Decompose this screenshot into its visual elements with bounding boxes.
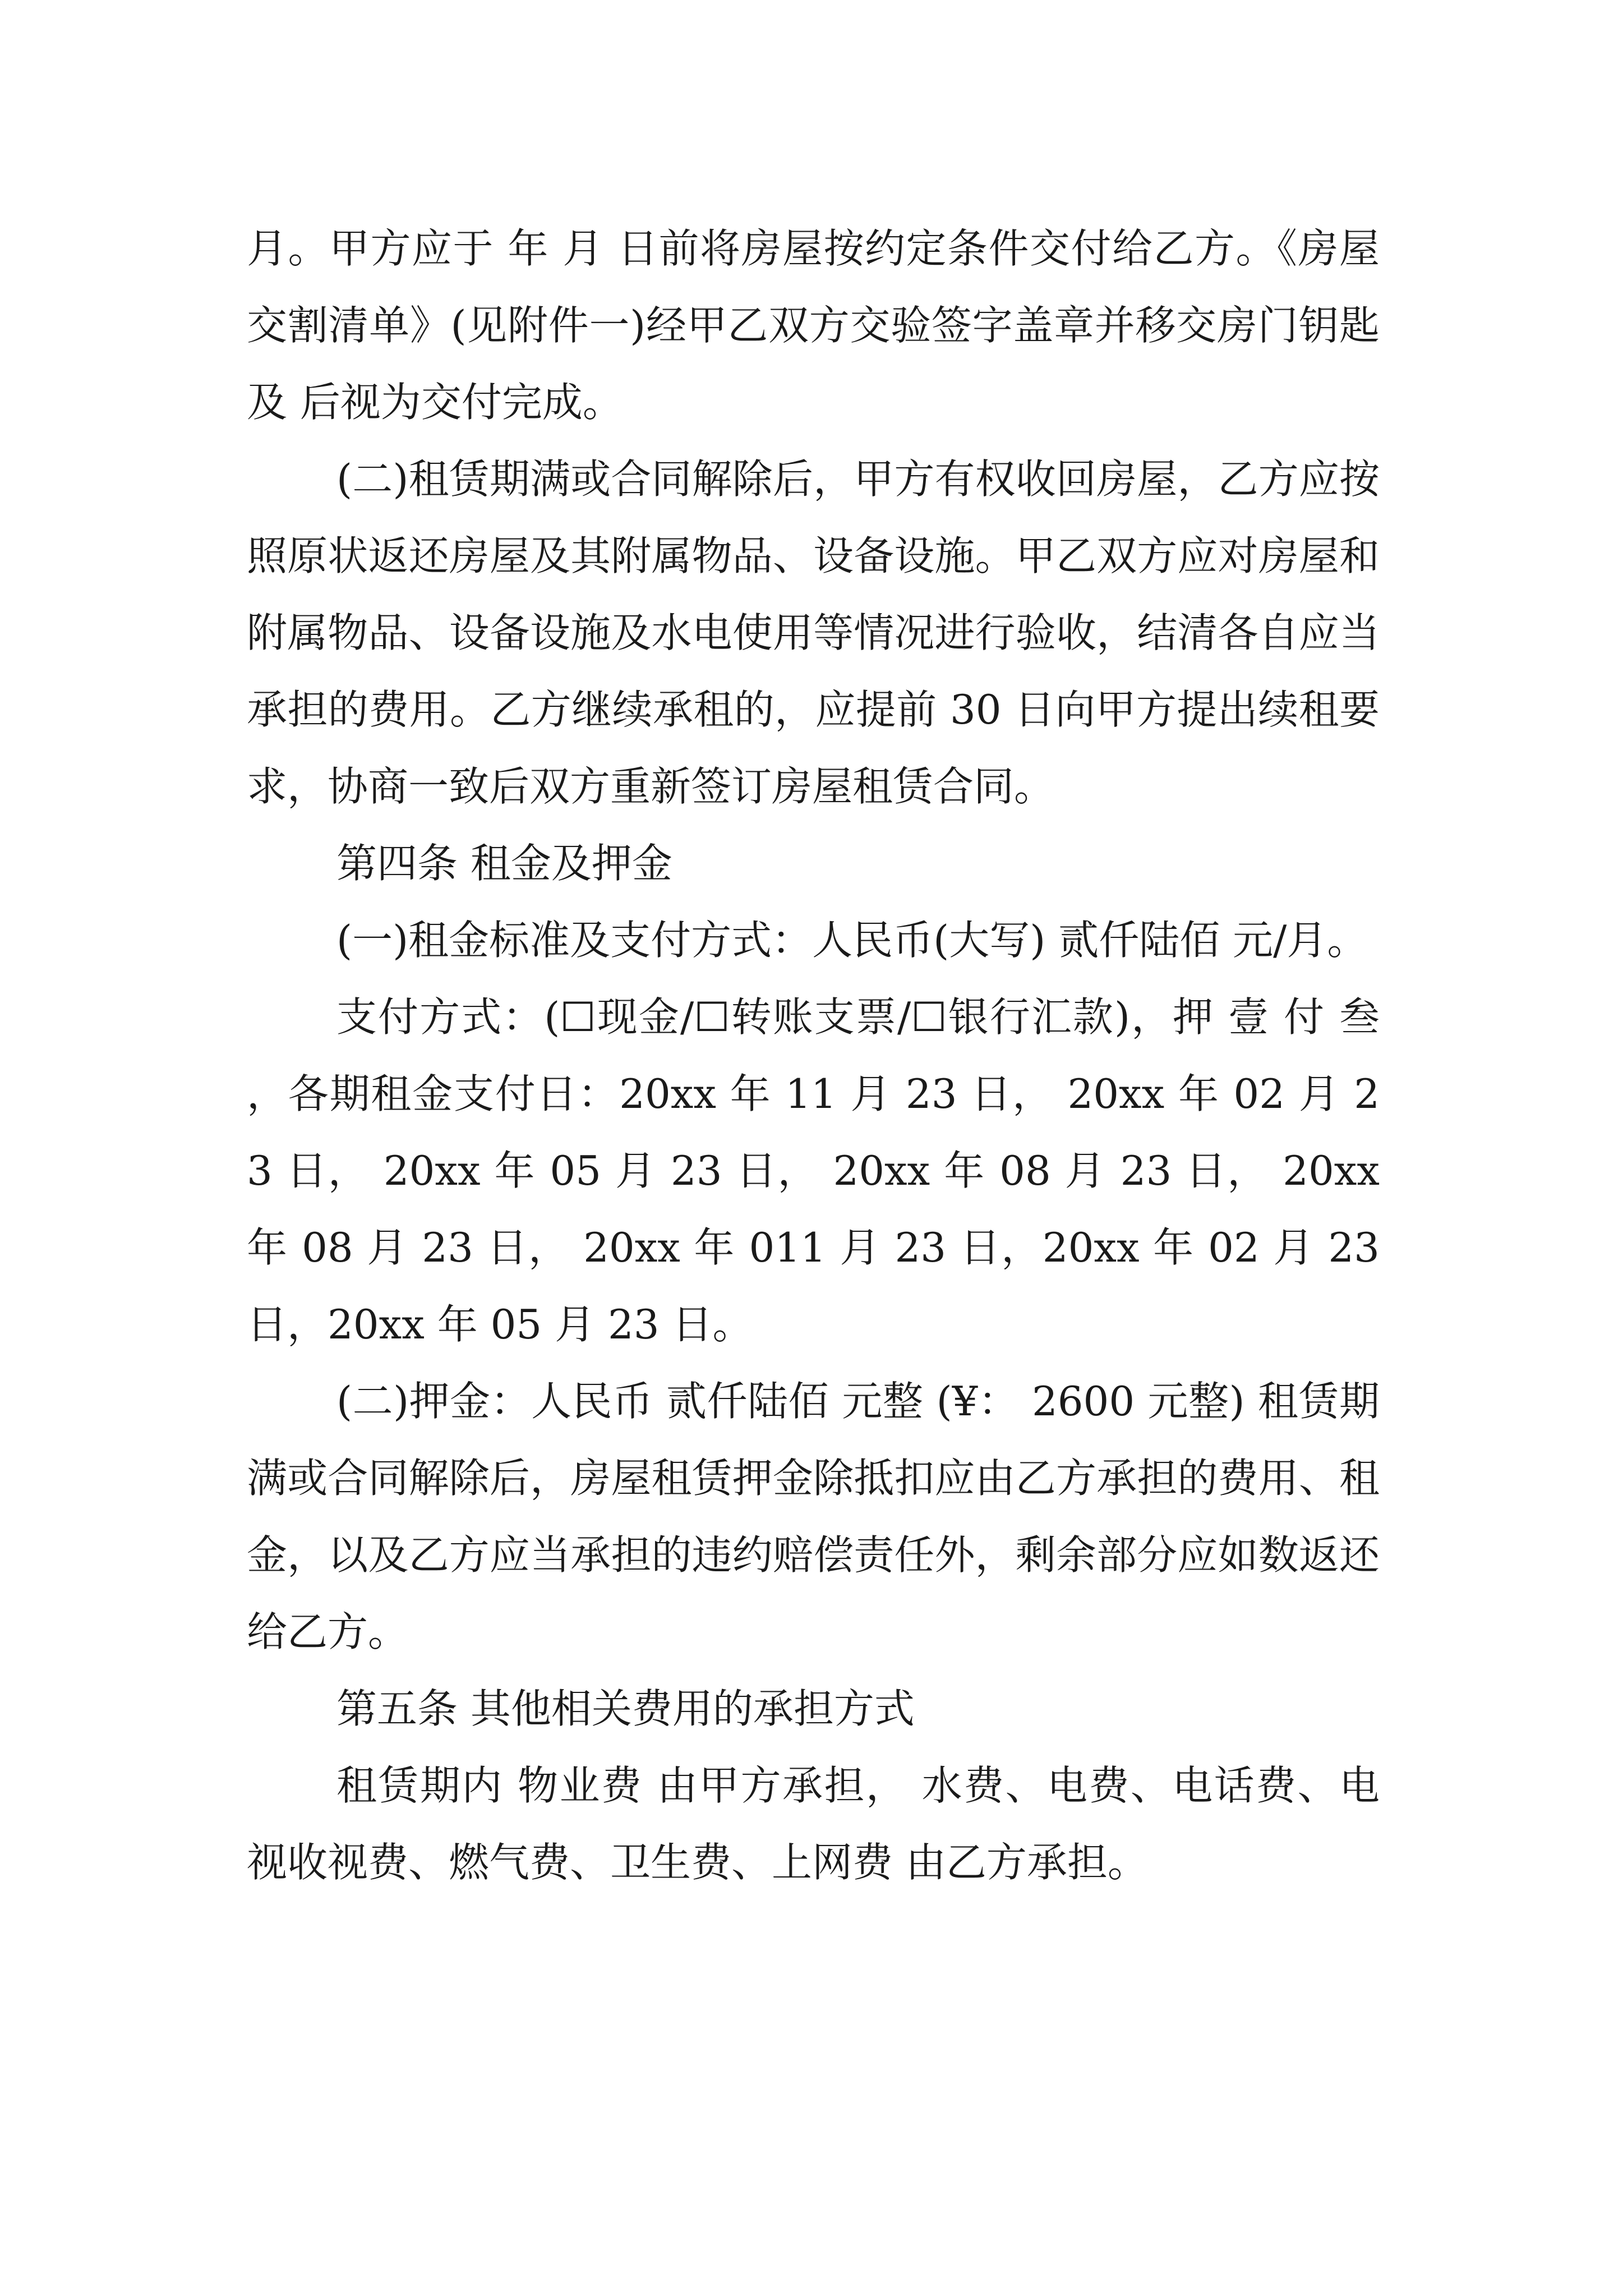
paragraph-fee-allocation: 租赁期内 物业费 由甲方承担， 水费、电费、电话费、电视收视费、燃气费、卫生费、上网费 由乙方承担。 bbox=[247, 1762, 1380, 1886]
paragraph-payment-method: 支付方式：(☐现金/☐转账支票/☐银行汇款)，押 壹 付 叁 ，各期租金支付日：20xx 年 11 月 23 日， 20xx 年 02 月 23 日， 20xx 年 05 月 23 日， 20xx 年 08 月 23 日， 20xx 年 08 月 23 日， 20xx 年 011 月 23 日，20xx 年 02 月 23 日，20xx 年 05 月 23 日。 bbox=[247, 993, 1380, 1348]
paragraph-rent-standard: (一)租金标准及支付方式：人民币(大写) 贰仟陆佰 元/月。 bbox=[336, 917, 1368, 964]
paragraph-return-of-premises: (二)租赁期满或合同解除后，甲方有权收回房屋，乙方应按照原状返还房屋及其附属物品、设备设施。甲乙双方应对房屋和附属物品、设备设施及水电使用等情况进行验收，结清各自应当承担的费用。乙方继续承租的，应提前 30 日向甲方提出续租要求，协商一致后双方重新签订房屋租赁合同。 bbox=[247, 455, 1380, 810]
paragraph-deposit: (二)押金：人民币 贰仟陆佰 元整 (¥： 2600 元整) 租赁期满或合同解除后，房屋租赁押金除抵扣应由乙方承担的费用、租金，以及乙方应当承担的违约赔偿责任外，剩余部分应如数返还给乙方。 bbox=[247, 1378, 1380, 1655]
document-body bbox=[247, 210, 1380, 1901]
paragraph-delivery-continued: 月。甲方应于 年 月 日前将房屋按约定条件交付给乙方。《房屋交割清单》(见附件一)经甲乙双方交验签字盖章并移交房门钥匙及 后视为交付完成。 bbox=[247, 225, 1380, 426]
article-five-heading: 第五条 其他相关费用的承担方式 bbox=[336, 1685, 915, 1732]
article-four-heading: 第四条 租金及押金 bbox=[336, 840, 672, 887]
